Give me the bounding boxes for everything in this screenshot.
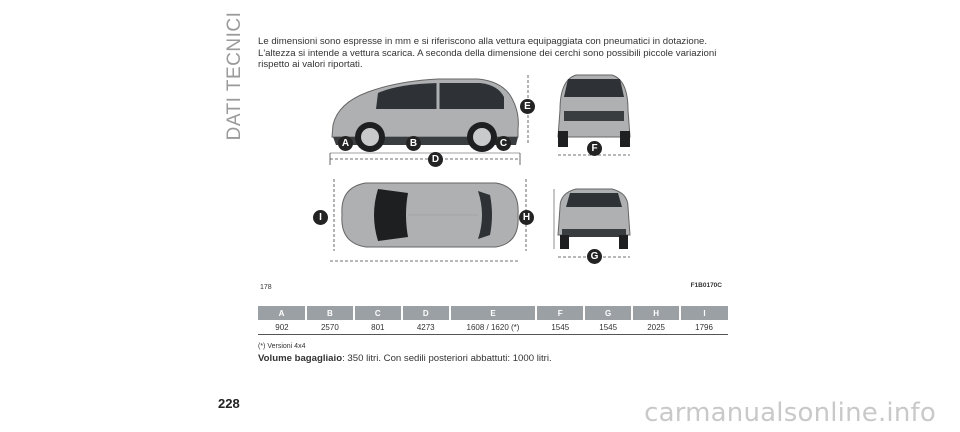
table-header-cell: H: [632, 306, 680, 320]
table-cell: 2570: [306, 320, 354, 335]
car-diagram: [258, 65, 728, 293]
car-front-view: [558, 75, 630, 147]
dimensions-figure: [258, 65, 728, 293]
table-cell: 902: [258, 320, 306, 335]
marker-b: B: [406, 136, 421, 151]
table-header-row: [258, 306, 728, 320]
luggage-volume: [258, 353, 552, 364]
marker-f: F: [587, 141, 602, 156]
table-row: [258, 320, 728, 335]
luggage-volume-label: Volume bagagliaio: [258, 353, 343, 364]
figure-code: F1B0170C: [690, 282, 722, 289]
table-cell: 801: [354, 320, 402, 335]
car-rear-view: [558, 189, 630, 249]
table-header-cell: F: [536, 306, 584, 320]
marker-h: H: [519, 210, 534, 225]
marker-c: C: [496, 136, 511, 151]
car-side-view: [332, 79, 518, 152]
luggage-volume-text: : 350 litri. Con sedili posteriori abbattuti: 1000 litri.: [342, 353, 552, 364]
section-title: DATI TECNICI: [224, 11, 245, 141]
watermark: carmanualsonline.info: [644, 398, 936, 428]
table-cell: 1796: [680, 320, 728, 335]
table-header-cell: B: [306, 306, 354, 320]
figure-number: 178: [260, 284, 272, 291]
marker-e: E: [520, 99, 535, 114]
table-header-cell: A: [258, 306, 306, 320]
table-cell: 4273: [402, 320, 450, 335]
table-header-cell: E: [450, 306, 537, 320]
table-cell: 2025: [632, 320, 680, 335]
table-cell: 1545: [536, 320, 584, 335]
table-cell: 1608 / 1620 (*): [450, 320, 537, 335]
table-cell: 1545: [584, 320, 632, 335]
marker-i: I: [313, 210, 328, 225]
marker-a: A: [338, 136, 353, 151]
dimensions-table: [258, 306, 728, 335]
table-header-cell: G: [584, 306, 632, 320]
page-number: 228: [218, 396, 240, 411]
footnote: (*) Versioni 4x4: [258, 343, 306, 350]
intro-text: Le dimensioni sono espresse in mm e si riferiscono alla vettura equipaggiata con pneumatici in dotazione. L'altezza si intende a vettura scarica. A seconda della dimensione dei cerchi sono possibili piccole variazioni rispetto ai valori riportati.: [258, 36, 717, 70]
car-top-view: [342, 183, 518, 247]
marker-g: G: [587, 249, 602, 264]
marker-d: D: [428, 152, 443, 167]
table-header-cell: C: [354, 306, 402, 320]
table-header-cell: D: [402, 306, 450, 320]
table-header-cell: I: [680, 306, 728, 320]
